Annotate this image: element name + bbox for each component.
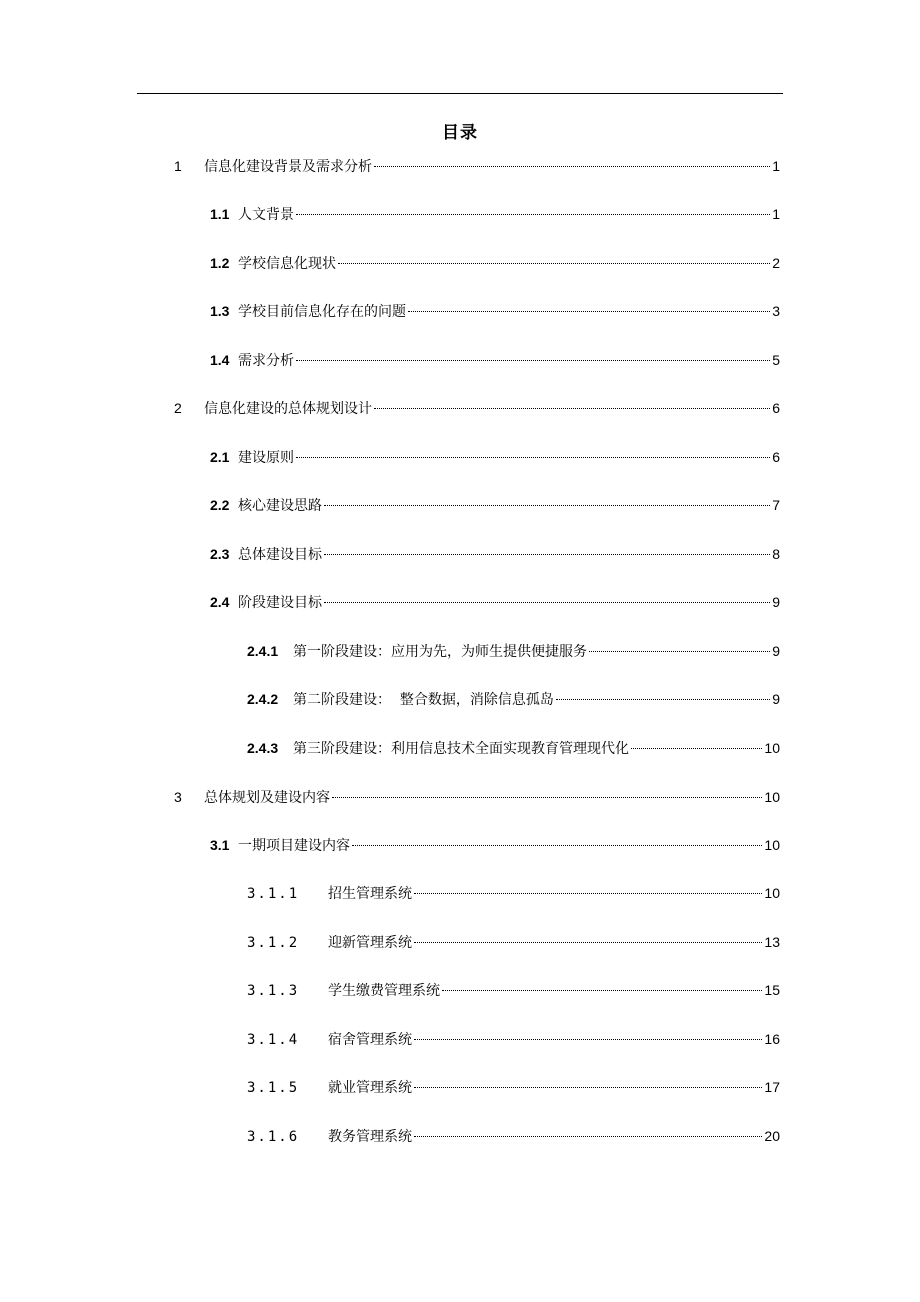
- toc-entry[interactable]: [247, 1076, 780, 1098]
- toc-entry-page: 10: [764, 885, 780, 901]
- toc-leader-dots: [374, 166, 770, 167]
- toc-entry-number: 2.2: [210, 497, 230, 513]
- toc-entry-page: 17: [764, 1079, 780, 1095]
- toc-entry[interactable]: [210, 591, 780, 613]
- toc-entry-text: 就业管理系统: [328, 1080, 412, 1096]
- toc-entry[interactable]: [174, 786, 780, 808]
- toc-entry-text: 建设原则: [238, 450, 294, 466]
- toc-leader-dots: [414, 1087, 762, 1088]
- toc-entry-text: 学生缴费管理系统: [328, 983, 440, 999]
- toc-entry[interactable]: [247, 737, 780, 759]
- toc-entry-page: 3: [772, 303, 780, 319]
- toc-leader-dots: [296, 214, 770, 215]
- toc-entry-page: 6: [772, 400, 780, 416]
- toc-entry-text: 一期项目建设内容: [238, 838, 350, 854]
- toc-entry[interactable]: [210, 494, 780, 516]
- toc-leader-dots: [324, 602, 770, 603]
- toc-entry-number: 3.1.5: [247, 1080, 300, 1096]
- toc-entry[interactable]: [247, 931, 780, 953]
- toc-entry-text: 学校目前信息化存在的问题: [238, 304, 406, 320]
- toc-title: 目录: [442, 123, 478, 143]
- toc-entry-number: 3.1.1: [247, 886, 300, 902]
- toc-entry-text: 人文背景: [238, 207, 294, 223]
- toc-entry-number: 3.1: [210, 837, 230, 853]
- toc-entry[interactable]: [247, 979, 780, 1001]
- toc-entry[interactable]: [174, 155, 780, 177]
- toc-entry-number: 2.3: [210, 546, 230, 562]
- toc-entry-number: 3.1.4: [247, 1032, 300, 1048]
- toc-entry-number: 2.4.1: [247, 643, 279, 659]
- toc-leader-dots: [338, 263, 770, 264]
- toc-entry-page: 8: [772, 546, 780, 562]
- toc-entry-text: 第三阶段建设：利用信息技术全面实现教育管理现代化: [293, 741, 629, 757]
- toc-entry-page: 2: [772, 255, 780, 271]
- toc-entry-page: 10: [764, 837, 780, 853]
- toc-leader-dots: [408, 311, 770, 312]
- toc-entry-number: 1.2: [210, 255, 230, 271]
- toc-leader-dots: [414, 1136, 762, 1137]
- toc-entry-text: 总体规划及建设内容: [204, 790, 330, 806]
- toc-entry-number: 3.1.3: [247, 983, 300, 999]
- toc-entry-text: 核心建设思路: [238, 498, 322, 514]
- toc-leader-dots: [352, 845, 762, 846]
- toc-leader-dots: [374, 408, 770, 409]
- toc-entry-page: 7: [772, 497, 780, 513]
- toc-entry-number: 2: [174, 400, 182, 416]
- toc-leader-dots: [589, 651, 770, 652]
- toc-leader-dots: [332, 797, 762, 798]
- toc-entry-text: 学校信息化现状: [238, 256, 336, 272]
- toc-entry-number: 3: [174, 789, 182, 805]
- toc-leader-dots: [414, 1039, 762, 1040]
- toc-entry-page: 10: [764, 789, 780, 805]
- toc-entry-text: 阶段建设目标: [238, 595, 322, 611]
- toc-entry-number: 1.4: [210, 352, 230, 368]
- toc-entry-number: 2.4.3: [247, 740, 279, 756]
- toc-entry[interactable]: [210, 252, 780, 274]
- toc-entry-number: 3.1.6: [247, 1129, 300, 1145]
- toc-entry-page: 20: [764, 1128, 780, 1144]
- toc-entry[interactable]: [247, 882, 780, 904]
- toc-entry-number: 1.1: [210, 206, 230, 222]
- toc-entry-text: 宿舍管理系统: [328, 1032, 412, 1048]
- toc-leader-dots: [324, 554, 770, 555]
- toc-entry-text: 第一阶段建设：应用为先，为师生提供便捷服务: [293, 644, 587, 660]
- toc-entry-page: 9: [772, 691, 780, 707]
- toc-entry-number: 2.4.2: [247, 691, 279, 707]
- toc-entry-text: 需求分析: [238, 353, 294, 369]
- toc-entry-page: 5: [772, 352, 780, 368]
- toc-entry-text: 迎新管理系统: [328, 935, 412, 951]
- toc-entry[interactable]: [247, 1125, 780, 1147]
- toc-entry-text: 信息化建设的总体规划设计: [204, 401, 372, 417]
- toc-entry-text: 招生管理系统: [328, 886, 412, 902]
- toc-entry-page: 16: [764, 1031, 780, 1047]
- toc-entry[interactable]: [174, 397, 780, 419]
- toc-entry-page: 6: [772, 449, 780, 465]
- toc-leader-dots: [324, 505, 770, 506]
- toc-leader-dots: [296, 457, 770, 458]
- toc-entry-number: 1.3: [210, 303, 230, 319]
- toc-entry-number: 2.4: [210, 594, 230, 610]
- toc-leader-dots: [442, 990, 762, 991]
- toc-entry-page: 1: [772, 158, 780, 174]
- toc-leader-dots: [631, 748, 762, 749]
- toc-entry[interactable]: [247, 640, 780, 662]
- toc-entry-text: 教务管理系统: [328, 1129, 412, 1145]
- toc-entry-number: 1: [174, 158, 182, 174]
- toc-entry-number: 2.1: [210, 449, 230, 465]
- toc-entry-page: 9: [772, 594, 780, 610]
- toc-entry-text: 第二阶段建设： 整合数据，消除信息孤岛: [293, 692, 554, 708]
- toc-entry-text: 信息化建设背景及需求分析: [204, 159, 372, 175]
- toc-entry-page: 1: [772, 206, 780, 222]
- toc-entry[interactable]: [247, 1028, 780, 1050]
- toc-entry[interactable]: [210, 300, 780, 322]
- toc-leader-dots: [414, 942, 762, 943]
- toc-entry-page: 13: [764, 934, 780, 950]
- toc-leader-dots: [296, 360, 770, 361]
- toc-leader-dots: [414, 893, 762, 894]
- toc-entry-page: 10: [764, 740, 780, 756]
- toc-entry-page: 15: [764, 982, 780, 998]
- toc-entry-number: 3.1.2: [247, 935, 300, 951]
- toc-entry[interactable]: [210, 349, 780, 371]
- toc-entry[interactable]: [210, 543, 780, 565]
- toc-entry[interactable]: [210, 203, 780, 225]
- toc-entry-text: 总体建设目标: [238, 547, 322, 563]
- toc-leader-dots: [556, 699, 770, 700]
- toc-entry[interactable]: [210, 446, 780, 468]
- toc-entry-page: 9: [772, 643, 780, 659]
- toc-entry[interactable]: [210, 834, 780, 856]
- header-rule: [137, 93, 783, 94]
- toc-entry[interactable]: [247, 688, 780, 710]
